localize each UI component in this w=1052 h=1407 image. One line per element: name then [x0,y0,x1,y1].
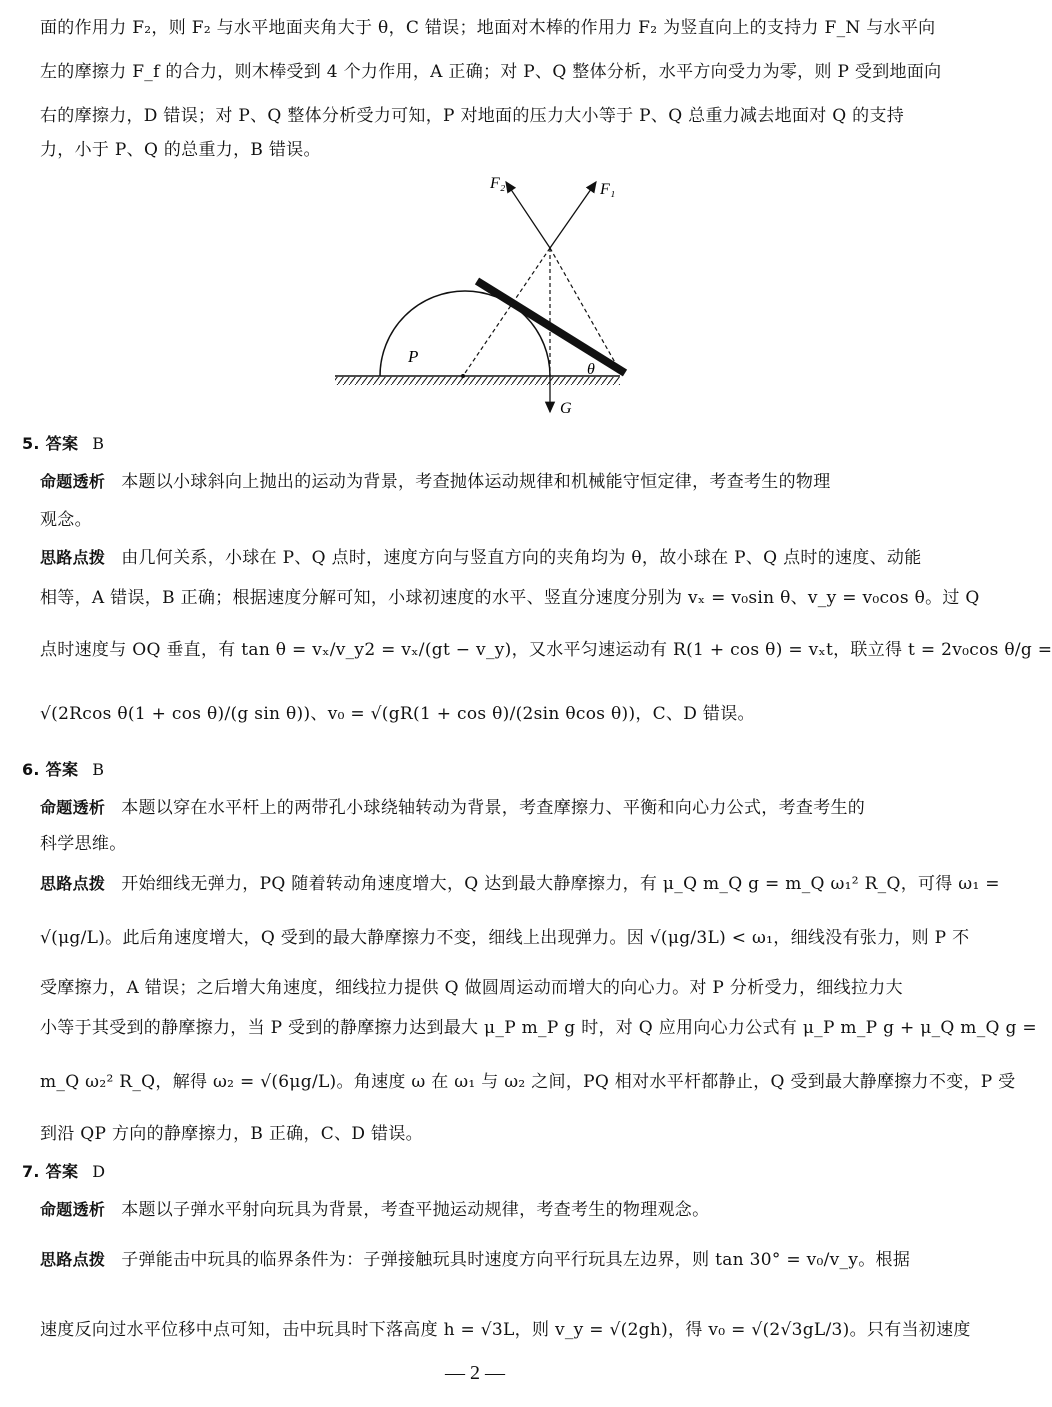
intent-text: 科学思维。 [40,834,127,854]
q7-idea [40,1248,930,1272]
label-p: P [408,347,419,366]
intent-text: 观念。 [40,510,92,530]
question-5-header [22,432,912,456]
label-theta: θ [587,361,595,378]
q7-intent [40,1198,930,1222]
idea-text: 受摩擦力，A 错误；之后增大角速度，细线拉力提供 Q 做圆周运动而增大的向心力。对 P 分析受力，细线拉力大 [40,978,903,998]
idea-text: 到沿 QP 方向的静摩擦力，B 正确，C、D 错误。 [40,1124,423,1144]
label-f1: F₁ [600,181,616,198]
idea-label: 思路点拨 [40,874,106,893]
idea-text: 子弹能击中玩具的临界条件为：子弹接触玩具时速度方向平行玩具左边界，则 tan 30° = v₀/v_y。根据 [121,1250,911,1270]
idea-text: 开始细线无弹力，PQ 随着转动角速度增大，Q 达到最大静摩擦力，有 μ_Q m_Q g = m_Q ω₁² R_Q，可得 ω₁ = [121,874,1000,894]
intro-line: 力，小于 P、Q 的总重力，B 错误。 [40,140,321,160]
idea-text: √(2Rcos θ(1 + cos θ)/(g sin θ))、v₀ = √(gR(1 + cos θ)/(2sin θcos θ))，C、D 错误。 [40,704,755,724]
idea-text: √(μg/L)。此后角速度增大，Q 受到的最大静摩擦力不变，细线上出现弹力。因 √(μg/3L) < ω₁，细线没有张力，则 P 不 [40,928,970,948]
question-6-header [22,758,912,782]
q6-intent [40,796,930,820]
semicircle-p [380,291,550,376]
answer-value: B [92,760,105,779]
force-diagram [320,168,640,420]
contact-point [461,374,465,378]
idea-text: 点时速度与 OQ 垂直，有 tan θ = vₓ/v_y2 = vₓ/(gt − v_y)，又水平匀速运动有 R(1 + cos θ) = vₓt，联立得 t = 2v₀cos θ/g = [40,640,1052,660]
idea-label: 思路点拨 [40,548,106,567]
answer-value: B [92,434,105,453]
question-number: 6. 答案 [22,760,79,779]
idea-text: 速度反向过水平位移中点可知，击中玩具时下落高度 h = √3L，则 v_y = √(2gh)，得 v₀ = √(2√3gL/3)。只有当初速度 [40,1320,971,1340]
q5-intent [40,470,930,494]
q6-idea [40,872,1000,896]
idea-label: 思路点拨 [40,1250,106,1269]
answer-value: D [92,1162,106,1181]
intent-label: 命题透析 [40,1200,106,1219]
intent-text: 本题以子弹水平射向玩具为背景，考查平抛运动规律，考查考生的物理观念。 [121,1200,710,1220]
dashed-line [550,248,621,373]
dashed-line [463,248,550,376]
question-number: 5. 答案 [22,434,79,453]
intent-text: 本题以穿在水平杆上的两带孔小球绕轴转动为背景，考查摩擦力、平衡和向心力公式，考查考生的 [121,798,866,818]
label-g: G [560,400,572,417]
q5-idea [40,546,930,570]
intent-label: 命题透析 [40,798,106,817]
wooden-rod [477,281,625,373]
question-number: 7. 答案 [22,1162,79,1181]
intent-label: 命题透析 [40,472,106,491]
force-f2-arrow [506,182,550,248]
ground-hatch [335,377,620,385]
intent-text: 本题以小球斜向上抛出的运动为背景，考查抛体运动规律和机械能守恒定律，考查考生的物理 [121,472,831,492]
idea-text: m_Q ω₂² R_Q，解得 ω₂ = √(6μg/L)。角速度 ω 在 ω₁ 与 ω₂ 之间，PQ 相对水平杆都静止，Q 受到最大静摩擦力不变，P 受 [40,1072,1016,1092]
force-f1-arrow [550,182,596,248]
intro-line: 面的作用力 F₂，则 F₂ 与水平地面夹角大于 θ，C 错误；地面对木棒的作用力 F₂ 为竖直向上的支持力 F_N 与水平向 [40,18,936,38]
page-number: — 2 — [445,1362,505,1384]
intro-line: 左的摩擦力 F_f 的合力，则木棒受到 4 个力作用，A 正确；对 P、Q 整体分析，水平方向受力为零，则 P 受到地面向 [40,62,942,82]
idea-text: 相等，A 错误，B 正确；根据速度分解可知，小球初速度的水平、竖直分速度分别为 vₓ = v₀sin θ、v_y = v₀cos θ。过 Q [40,588,980,608]
intro-line: 右的摩擦力，D 错误；对 P、Q 整体分析受力可知，P 对地面的压力大小等于 P、Q 总重力减去地面对 Q 的支持 [40,106,905,126]
question-7-header [22,1160,912,1184]
label-f2: F₂ [490,175,506,192]
idea-text: 由几何关系，小球在 P、Q 点时，速度方向与竖直方向的夹角均为 θ，故小球在 P、Q 点时的速度、动能 [121,548,922,568]
idea-text: 小等于其受到的静摩擦力，当 P 受到的静摩擦力达到最大 μ_P m_P g 时，对 Q 应用向心力公式有 μ_P m_P g + μ_Q m_Q g = [40,1018,1037,1038]
